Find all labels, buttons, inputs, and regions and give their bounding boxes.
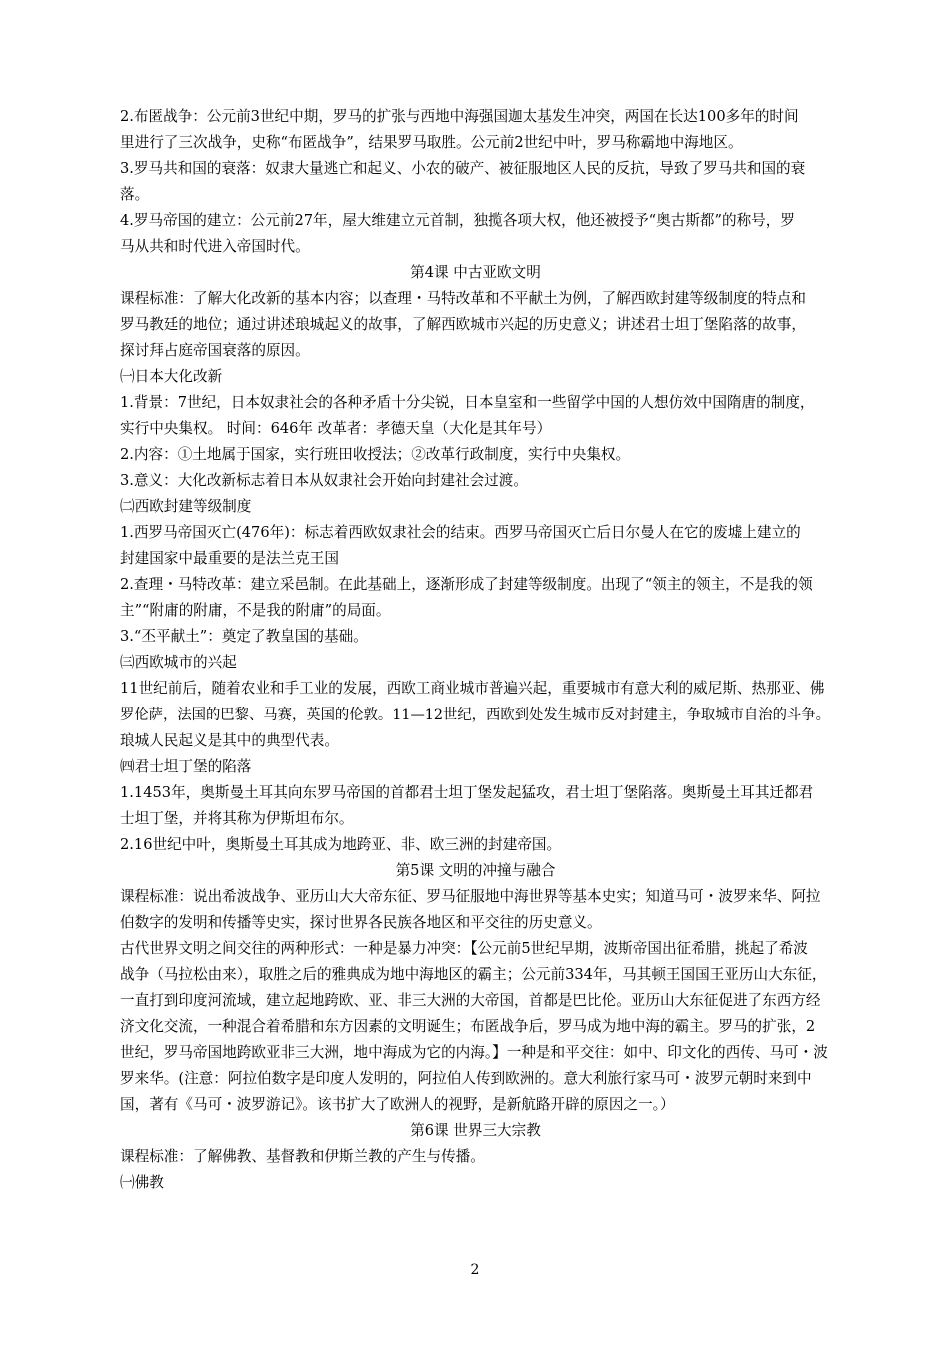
text-line: 11世纪前后，随着农业和手工业的发展，西欧工商业城市普遍兴起，重要城市有意大利的威尼斯、热那亚、佛 — [120, 680, 825, 697]
text-line: 罗伦萨，法国的巴黎、马赛，英国的伦敦。11—12世纪，西欧到处发生城市反对封建主，争取城市自治的斗争。 — [120, 707, 830, 723]
text-line: 2.查理・马特改革：建立采邑制。在此基础上，逐渐形成了封建等级制度。出现了“领主的领主，不是我的领 — [120, 576, 813, 593]
text-line: 课程标准：了解佛教、基督教和伊斯兰教的产生与传播。 — [120, 1148, 485, 1165]
text-line: 主”“附庸的附庸，不是我的附庸”的局面。 — [120, 602, 391, 619]
text-line: ㈣君士坦丁堡的陷落 — [120, 758, 252, 775]
text-line: 课程标准：说出希波战争、亚历山大大帝东征、罗马征服地中海世界等基本史实；知道马可・波罗来华、阿拉 — [120, 888, 821, 905]
text-line: 2.16世纪中叶，奥斯曼土耳其成为地跨亚、非、欧三洲的封建帝国。 — [120, 836, 562, 853]
text-line: 1.1453年，奥斯曼土耳其向东罗马帝国的首都君士坦丁堡发起猛攻，君士坦丁堡陷落。奥斯曼土耳其迁都君 — [120, 784, 814, 801]
text-line: 战争（马拉松由来），取胜之后的雅典成为地中海地区的霸主；公元前334年，马其顿王国国王亚历山大东征， — [120, 966, 827, 983]
text-line: 世纪，罗马帝国地跨欧亚非三大洲，地中海成为它的内海。】一种是和平交往：如中、印文化的西传、马可・波 — [120, 1044, 828, 1061]
text-line: 马从共和时代进入帝国时代。 — [120, 238, 310, 255]
text-line: 国，著有《马可・波罗游记》。该书扩大了欧洲人的视野，是新航路开辟的原因之一。） — [120, 1096, 675, 1113]
lesson-heading: 第5课 文明的冲撞与融合 — [395, 862, 556, 879]
text-line: 课程标准：了解大化改新的基本内容；以查理・马特改革和不平献土为例，了解西欧封建等级制度的特点和 — [120, 290, 806, 307]
text-line: 琅城人民起义是其中的典型代表。 — [120, 732, 339, 749]
text-line: 封建国家中最重要的是法兰克王国 — [120, 550, 339, 567]
text-line: 罗来华。(注意：阿拉伯数字是印度人发明的，阿拉伯人传到欧洲的。意大利旅行家马可・波罗元朝时来到中 — [120, 1070, 812, 1087]
text-line: 士坦丁堡，并将其称为伊斯坦布尔。 — [120, 810, 354, 827]
text-line: 里进行了三次战争，史称“布匿战争”，结果罗马取胜。公元前2世纪中叶，罗马称霸地中海地区。 — [120, 134, 743, 151]
text-line: 伯数字的发明和传播等史实，探讨世界各民族各地区和平交往的历史意义。 — [120, 914, 602, 931]
text-line: 罗马教廷的地位；通过讲述琅城起义的故事，了解西欧城市兴起的历史意义；讲述君士坦丁堡陷落的故事， — [120, 316, 806, 333]
page-number: 2 — [470, 1262, 480, 1278]
text-line: 实行中央集权。 时间：646年 改革者：孝德天皇（大化是其年号） — [120, 420, 552, 437]
text-line: 1.背景：7世纪，日本奴隶社会的各种矛盾十分尖锐，日本皇室和一些留学中国的人想仿效中国隋唐的制度， — [120, 394, 815, 411]
lesson-heading: 第4课 中古亚欧文明 — [410, 264, 541, 281]
text-line: 一直打到印度河流域，建立起地跨欧、亚、非三大洲的大帝国，首都是巴比伦。亚历山大东征促进了东西方经 — [120, 992, 821, 1009]
text-line: 济文化交流，一种混合着希腊和东方因素的文明诞生；布匿战争后，罗马成为地中海的霸主。罗马的扩张，2 — [120, 1018, 816, 1035]
text-line: 4.罗马帝国的建立：公元前27年，屋大维建立元首制，独揽各项大权，他还被授予“奥古斯都”的称号，罗 — [120, 212, 795, 229]
text-line: 3.“丕平献土”：奠定了教皇国的基础。 — [120, 628, 368, 645]
document-body — [118, 104, 833, 1196]
text-line: ㈠佛教 — [120, 1174, 164, 1191]
text-line: 2.布匿战争：公元前3世纪中期，罗马的扩张与西地中海强国迦太基发生冲突，两国在长达100多年的时间 — [120, 108, 799, 125]
text-line: 落。 — [120, 186, 150, 203]
text-line: ㈡西欧封建等级制度 — [120, 498, 252, 515]
text-line: 1.西罗马帝国灭亡(476年)：标志着西欧奴隶社会的结束。西罗马帝国灭亡后日尔曼人在它的废墟上建立的 — [120, 524, 801, 541]
text-line: ㈢西欧城市的兴起 — [120, 654, 237, 671]
text-line: 3.罗马共和国的衰落：奴隶大量逃亡和起义、小农的破产、被征服地区人民的反抗，导致了罗马共和国的衰 — [120, 160, 806, 177]
text-line: 古代世界文明之间交往的两种形式：一种是暴力冲突：【公元前5世纪早期，波斯帝国出征希腊，挑起了希波 — [120, 940, 808, 957]
text-line: ㈠日本大化改新 — [120, 368, 223, 385]
text-line: 2.内容：①土地属于国家，实行班田收授法；②改革行政制度，实行中央集权。 — [120, 446, 631, 463]
lesson-heading: 第6课 世界三大宗教 — [410, 1122, 541, 1139]
text-line: 3.意义：大化改新标志着日本从奴隶社会开始向封建社会过渡。 — [120, 472, 528, 489]
text-line: 探讨拜占庭帝国衰落的原因。 — [120, 342, 310, 359]
